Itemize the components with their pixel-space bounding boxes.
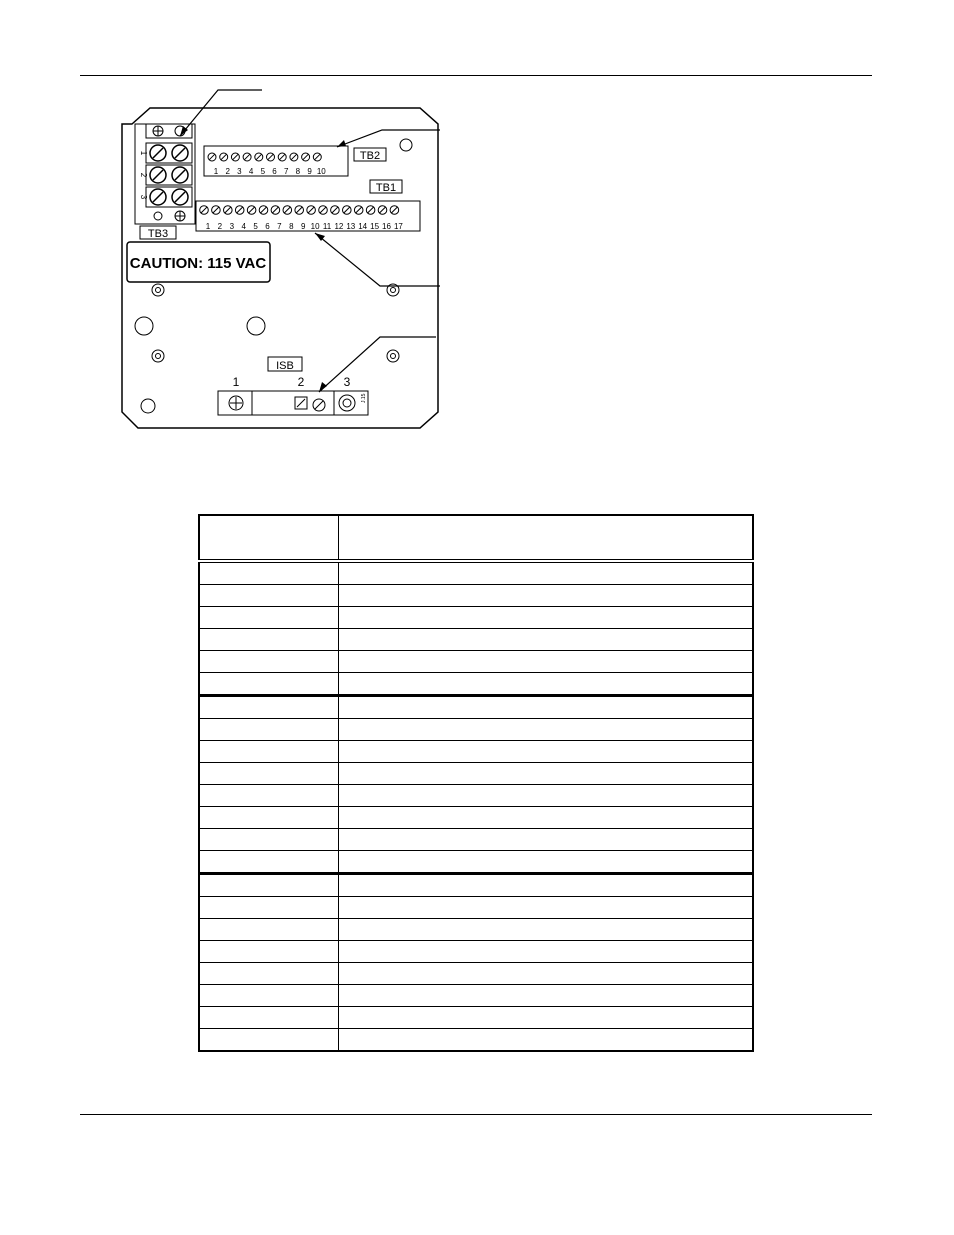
isb-tiny-label: J.15 [361,393,367,403]
tb2-screw-slot-8 [291,154,297,160]
tb1-number-6: 6 [265,222,270,231]
table-cell [199,651,339,673]
caution-label: CAUTION: 115 VAC [129,255,267,272]
table-cell [339,941,754,963]
isb-connector [218,391,368,415]
tb1-number-13: 13 [346,222,356,231]
table-cell [339,741,754,763]
tb3-number-1: 1 [139,150,148,156]
table-cell [339,874,754,897]
tb1-number-14: 14 [358,222,368,231]
tb2-number-7: 7 [283,167,289,176]
table-cell [339,785,754,807]
tb3-number-3: 3 [139,194,148,200]
table-row [199,651,753,673]
table-cell [199,585,339,607]
tb1-screw-slot-7 [272,207,278,213]
table-cell [339,629,754,651]
tb2-terminals [208,153,321,161]
tb2-screw-slot-4 [244,154,250,160]
tb1-label: TB1 [375,182,397,194]
tb3-label: TB3 [147,228,169,240]
table-cell [339,561,754,585]
terminal-board-diagram [0,0,954,470]
table-cell [339,1007,754,1029]
tb1-screw-slot-14 [356,207,362,213]
table-cell [199,1007,339,1029]
table-cell [199,719,339,741]
tb2-screw-slot-10 [315,154,321,160]
table-cell [339,829,754,851]
table-cell [199,741,339,763]
tb1-number-9: 9 [300,222,306,231]
tb1-number-15: 15 [370,222,380,231]
isb-label: ISB [276,360,294,372]
table-cell [339,919,754,941]
table-row [199,1029,753,1052]
table-cell [339,851,754,874]
tb2-screw-slot-6 [268,154,274,160]
table-row [199,897,753,919]
table-cell [339,963,754,985]
table-header-cell [199,515,339,561]
table-cell [339,1029,754,1052]
tb1-screw-slot-5 [249,207,255,213]
table-cell [199,963,339,985]
tb1-number-2: 2 [217,222,223,231]
tb1-number-3: 3 [229,222,235,231]
table-row [199,785,753,807]
tb1-number-7: 7 [277,222,282,231]
table-cell [199,897,339,919]
table-header-cell [339,515,754,561]
tb1-screw-slot-8 [284,207,290,213]
table-cell [199,763,339,785]
tb1-number-10: 10 [310,222,320,231]
table-cell [199,561,339,585]
tb1-terminals [200,206,399,215]
table-row [199,696,753,719]
table-row [199,629,753,651]
tb2-terminal-numbers [214,167,327,176]
table-cell [339,807,754,829]
table-row [199,919,753,941]
tb2-label: TB2 [359,150,381,162]
table-row [199,763,753,785]
table-cell [199,785,339,807]
table-row [199,807,753,829]
table-row [199,985,753,1007]
table-cell [199,1029,339,1052]
tb2-screw-slot-3 [233,154,239,160]
table-cell [339,897,754,919]
table-cell [199,673,339,696]
tb2-number-6: 6 [272,167,277,176]
tb2-screw-slot-1 [209,154,215,160]
tb1-number-16: 16 [382,222,391,231]
tb1-screw-slot-4 [237,207,243,213]
tb1-screw-slot-11 [320,207,326,213]
tb2-number-4: 4 [248,167,254,176]
table-row [199,607,753,629]
tb1-screw-slot-12 [332,207,338,213]
isb-position-3: 3 [343,375,351,389]
table-row [199,941,753,963]
tb1-screw-slot-9 [296,207,302,213]
tb1-number-8: 8 [289,222,294,231]
table-cell [199,807,339,829]
tb2-number-8: 8 [295,167,301,176]
table-cell [199,607,339,629]
tb1-number-11: 11 [322,222,332,231]
table-cell [199,696,339,719]
tb2-screw-slot-2 [221,154,227,160]
tb3-number-2: 2 [139,172,148,178]
table-row [199,741,753,763]
tb1-screw-slot-16 [379,207,385,213]
table-cell [339,673,754,696]
table-row [199,963,753,985]
table-row [199,719,753,741]
tb1-terminal-numbers [206,222,404,231]
tb2-number-9: 9 [307,167,312,176]
table-header-row [199,515,753,561]
callout-leaders [180,90,440,392]
tb1-number-5: 5 [253,222,258,231]
tb1-screw-slot-1 [201,207,207,213]
table-cell [199,874,339,897]
tb1-number-1: 1 [205,222,211,231]
table-cell [199,941,339,963]
bottom-rule [80,1114,872,1115]
terminal-table [198,514,754,1052]
tb2-number-2: 2 [225,167,230,176]
tb1-screw-slot-13 [344,207,350,213]
tb1-screw-slot-15 [368,207,374,213]
tb2-number-10: 10 [316,167,326,176]
table-cell [339,763,754,785]
tb2-number-1: 1 [213,167,219,176]
table-row [199,1007,753,1029]
table-cell [339,719,754,741]
tb1-screw-slot-17 [391,207,397,213]
tb2-screw-slot-7 [279,154,285,160]
table-row [199,851,753,874]
table-cell [339,696,754,719]
table-row [199,585,753,607]
table-cell [199,829,339,851]
table-row [199,829,753,851]
table-row [199,673,753,696]
tb1-screw-slot-6 [260,207,266,213]
isb-position-2: 2 [297,375,305,389]
table-cell [339,985,754,1007]
tb2-number-5: 5 [260,167,266,176]
table-cell [339,651,754,673]
table-cell [199,629,339,651]
tb2-number-3: 3 [237,167,242,176]
tb2-screw-slot-9 [303,154,309,160]
tb1-screw-slot-10 [308,207,314,213]
table-cell [199,919,339,941]
tb1-number-17: 17 [393,222,403,231]
isb-position-1: 1 [232,375,240,389]
table-cell [339,607,754,629]
table-row [199,561,753,585]
table-cell [199,985,339,1007]
table-cell [339,585,754,607]
table-cell [199,851,339,874]
tb2-screw-slot-5 [256,154,262,160]
table-row [199,874,753,897]
tb1-number-4: 4 [241,222,246,231]
tb1-screw-slot-3 [225,207,231,213]
tb1-number-12: 12 [334,222,344,231]
tb1-screw-slot-2 [213,207,219,213]
